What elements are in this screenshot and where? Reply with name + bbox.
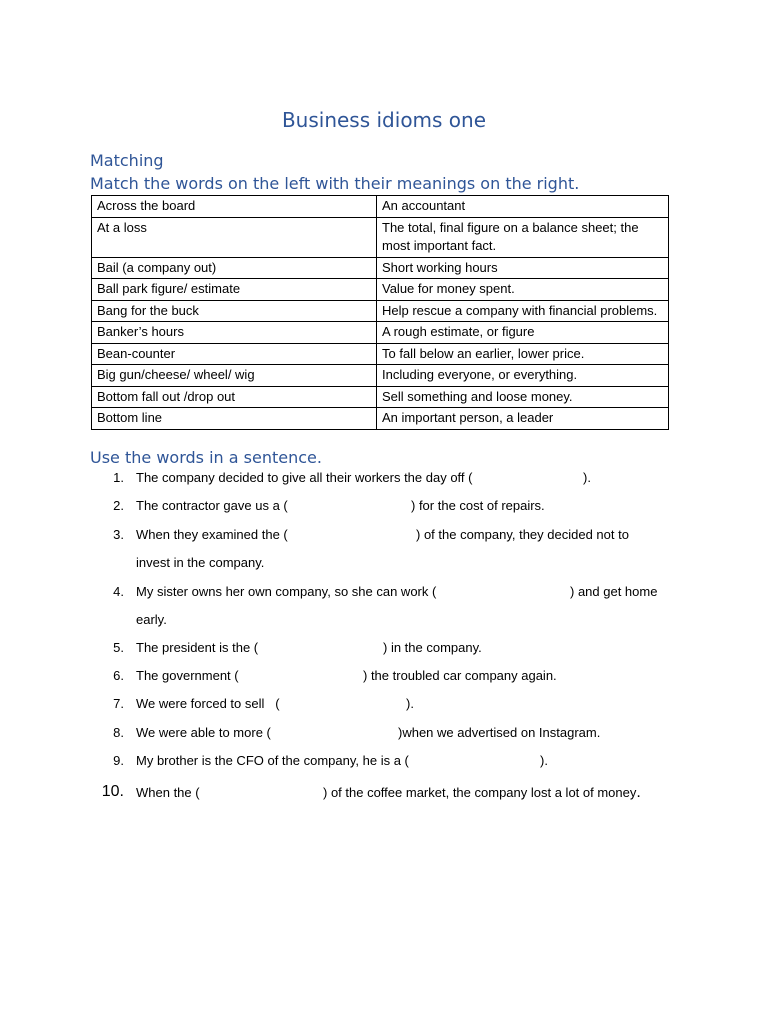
meaning-cell: Short working hours: [377, 257, 669, 279]
sentence-text: The government (: [136, 668, 239, 683]
sentence-text: ).: [540, 753, 548, 768]
sentence-text: We were forced to sell (: [136, 696, 280, 711]
meaning-cell: An important person, a leader: [377, 408, 669, 430]
sentence-text: ) in the company.: [383, 640, 482, 655]
item-number: 2.: [113, 498, 124, 513]
idiom-cell: Across the board: [92, 196, 377, 218]
idiom-cell: Bail (a company out): [92, 257, 377, 279]
table-row: [92, 217, 669, 257]
table-row: [92, 408, 669, 430]
sentence-text: ) the troubled car company again.: [363, 668, 557, 683]
table-row: [92, 300, 669, 322]
meaning-cell: Value for money spent.: [377, 279, 669, 301]
sentence-text: early.: [136, 612, 167, 627]
sentence-text: We were able to more (: [136, 725, 271, 740]
item-number: 1.: [113, 470, 124, 485]
item-number: 4.: [113, 584, 124, 599]
sentence-text: ).: [406, 696, 414, 711]
idiom-cell: Ball park figure/ estimate: [92, 279, 377, 301]
item-number: 10.: [101, 783, 124, 800]
sentence-text: My brother is the CFO of the company, he is a (: [136, 753, 409, 768]
sentence-text: ) of the company, they decided not to: [416, 527, 629, 542]
idiom-cell: At a loss: [92, 217, 377, 257]
meaning-cell: Including everyone, or everything.: [377, 365, 669, 387]
table-row: [92, 365, 669, 387]
meaning-cell: Help rescue a company with financial problems.: [377, 300, 669, 322]
section-heading-matching: Matching: [90, 151, 164, 170]
sentence-text: When they examined the (: [136, 527, 288, 542]
sentence-text-part: ) of the coffee market, the company lost a lot of money: [323, 785, 637, 800]
idiom-cell: Big gun/cheese/ wheel/ wig: [92, 365, 377, 387]
meaning-cell: To fall below an earlier, lower price.: [377, 343, 669, 365]
idiom-cell: Bottom line: [92, 408, 377, 430]
meaning-cell: Sell something and loose money.: [377, 386, 669, 408]
item-number: 6.: [113, 668, 124, 683]
sentence-text: The president is the (: [136, 640, 259, 655]
item-number: 3.: [113, 527, 124, 542]
meaning-cell: A rough estimate, or figure: [377, 322, 669, 344]
sentence-text: The company decided to give all their workers the day off (: [136, 470, 473, 485]
idiom-cell: Bang for the buck: [92, 300, 377, 322]
sentence-text: [323, 779, 641, 807]
idiom-cell: Bottom fall out /drop out: [92, 386, 377, 408]
item-number: 9.: [113, 753, 124, 768]
item-number: 5.: [113, 640, 124, 655]
item-number: 7.: [113, 696, 124, 711]
sentence-text: invest in the company.: [136, 555, 265, 570]
sentence-text: The contractor gave us a (: [136, 498, 288, 513]
sentence-text: My sister owns her own company, so she can work (: [136, 584, 437, 599]
table-row: [92, 257, 669, 279]
sentence-text: )when we advertised on Instagram.: [398, 725, 601, 740]
table-row: [92, 196, 669, 218]
section-heading-sentences: Use the words in a sentence.: [90, 448, 322, 467]
table-row: [92, 322, 669, 344]
sentence-period: .: [636, 784, 641, 801]
document-title: Business idioms one: [281, 108, 487, 132]
table-row: [92, 343, 669, 365]
table-row: [92, 386, 669, 408]
table-row: [92, 279, 669, 301]
sentence-text: When the (: [136, 785, 200, 800]
idiom-cell: Bean-counter: [92, 343, 377, 365]
sentence-text: ) and get home: [570, 584, 658, 599]
meaning-cell: An accountant: [377, 196, 669, 218]
matching-table: [91, 195, 669, 430]
meaning-cell: The total, final figure on a balance sheet; the most important fact.: [377, 217, 669, 257]
sentence-text: ) for the cost of repairs.: [411, 498, 545, 513]
sentence-text: ).: [583, 470, 591, 485]
matching-instruction: Match the words on the left with their meanings on the right.: [90, 174, 580, 193]
item-number: 8.: [113, 725, 124, 740]
idiom-cell: Banker’s hours: [92, 322, 377, 344]
